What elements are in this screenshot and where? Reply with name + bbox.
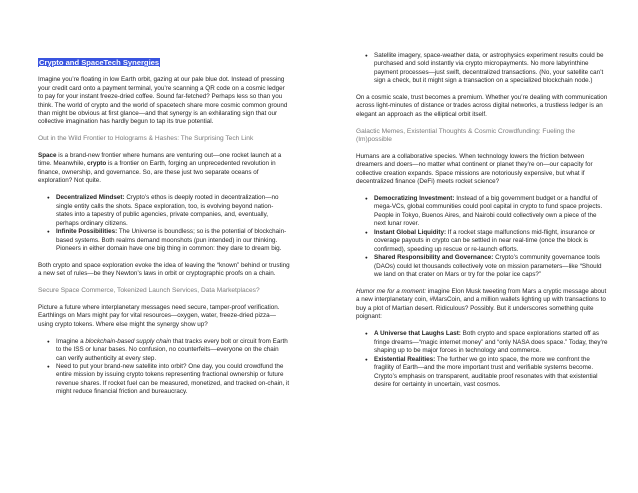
space-crypto-paragraph [38,152,290,186]
commerce-paragraph: Picture a future where interplanetary messages need secure, tamper-proof verification. Earthlings on Mars might pay for vital resources—oxygen, water, freeze-dried pizza—using crypto tokens. Where else might the synergy show up? [38,303,280,328]
humor-lead: Humor me for a moment: [356,288,426,296]
bullet-text: Need to put your brand-new satellite into orbit? One day, you could crowdfund the entire mission by issuing crypto tokens representing fractional ownership or future revenue shares. If rocket fuel can be measured, monetized, and tracked on-chain, it might reduce financial friction and bureaucracy. [56,363,290,396]
bullet-text: Instead of a big government budget or a handful of mega-VCs, global communities could pool capital in crypto to fund space projects. People in Tokyo, Buenos Aires, and Nairobi could collectively own a piece of the next lunar rover. [374,194,603,228]
bullet-label: Infinite Possibilities: [56,228,118,236]
commerce-list [38,338,290,397]
bullet-label: Instant Global Liquidity: [374,228,447,236]
list-item [356,195,608,229]
intro-paragraph: Imagine you’re floating in low Earth orbit, gazing at our pale blue dot. Instead of pressing your credit card onto a payment terminal, you’re scanning a QR code on a cosmic ledger to pay for your instant freeze-dried coffee. Sound far-fetched? Perhaps less so than you think. The world of crypto and the world of spacetech share more cosmic common ground than might be obvious at first glance—and that synergy is an exhilarating sign that our collective imagination has hardly begun to tap its true potential. [38,76,288,126]
paragraph-text: imagine Elon Musk tweeting from Mars a cryptic message about a new interplanetary coin, #MarsCoin, and a million wallets lighting up with transactions to buy a plot of Martian desert. Ridiculous? Possibly. But it underscores something quite poignant: [356,288,607,321]
list-item [356,229,608,254]
bullet-label: Shared Responsibility and Governance: [374,254,494,262]
bullet-text: Crypto’s community governance tools (DAOs) could let thousands collectively vote on mission parameters—like “Should we land on that crater on Mars or try for the polar ice caps?” [374,254,602,279]
exploration-paragraph: Both crypto and space exploration evoke the idea of leaving the “known” behind or trusting a new set of rules—be they Newton’s laws in orbit or cryptographic proofs on a chain. [38,261,290,278]
tech-link-list [38,194,290,253]
list-item [356,330,608,355]
right-column [356,52,608,398]
bullet-text: Crypto’s ethos is deeply rooted in decentralization—no single entity calls the shots. Space exploration, too, is evolving beyond nation-states into a tapestry of public agencies, private companies, and, eventually, perhaps ordinary citizens. [56,194,279,227]
space-term: Space [38,151,57,159]
bullet-label: Democratizing Investment: [374,194,455,202]
list-item [38,363,290,397]
bullet-emphasis: blockchain-based supply chain [85,337,172,345]
left-column [38,58,290,405]
bullet-label: A Universe that Laughs Last: [374,330,461,338]
universe-list [356,330,608,389]
crypto-term: crypto [87,160,107,168]
bullet-text: The Universe is boundless; so is the potential of blockchain-based systems. Both realms demand moonshots (pun intended) in our thinking. Pioneers in either domain have one big thing in common: they dare to dream big. [56,228,287,252]
list-item [356,356,608,390]
bullet-text: that tracks every bolt or circuit from Earth to the ISS or lunar bases. No confusion, no counterfeits—everyone on the chain can verify authenticity at every step. [56,337,288,362]
list-item [38,338,290,363]
paragraph-text: is a brand-new frontier where humans are venturing out—one rocket launch at a time. Meanwhile, [38,151,282,168]
paragraph-text: is a frontier on Earth, forging an unprecedented revolution in finance, ownership, and governance. So, are these just two separate oceans of exploration? Not quite. [38,160,276,185]
section-heading-tech-link: Out in the Wild Frontier to Holograms & Hashes: The Surprising Tech Link [38,135,254,143]
bullet-text: Imagine a [56,337,86,345]
humor-paragraph [356,288,608,322]
collaboration-paragraph: Humans are a collaborative species. When technology lowers the friction between dreamers and doers—no matter what continent or planet they’re on—our capacity for collective creation expands. Space missions are notoriously expensive, but what if decentralized finance (DeFi) meets rocket science? [356,152,593,186]
document-title[interactable]: Crypto and SpaceTech Synergies [39,58,160,67]
defi-list [356,195,608,280]
bullet-text: Satellite imagery, space-weather data, or astrophysics experiment results could be purchased and sold instantly via crypto micropayments. No more labyrinthine payment processes—just swift, decentralized transactions. (No, your satellite can’t sign a check, but it might sign a transaction on a specialized blockchain node.) [374,52,604,85]
section-heading-commerce: Secure Space Commerce, Tokenized Launch Services, Data Marketplaces? [38,287,260,295]
bullet-text: The further we go into space, the more we confront the fragility of Earth—and the more important trust and verifiable systems become. Crypto’s emphasis on transparent, auditable proof resonates with that existential desire for certainty in uncertain, vast cosmos. [374,355,598,389]
bullet-text: If a rocket stage malfunctions mid-flight, insurance or coverage payouts in crypto can be settled in near real-time (once the block is confirmed), speeding up rescue or re-launch efforts. [374,228,596,253]
bullet-label: Existential Realities: [374,355,436,363]
list-item [356,254,608,279]
data-marketplace-list [356,52,608,86]
bullet-label: Decentralized Mindset: [56,194,125,202]
section-heading-galactic-memes: Galactic Memes, Existential Thoughts & Cosmic Crowdfunding: Fueling the (Im)possible [356,127,576,144]
bullet-text: Both crypto and space explorations started off as fringe dreams—“magic internet money” and “only NASA does space.” Today, they’re shaping up to be major forces in technology and commerce. [374,330,608,355]
list-item [38,194,290,228]
list-item [356,52,608,86]
trust-paragraph: On a cosmic scale, trust becomes a premium. Whether you’re dealing with communication across light-minutes of distance or trades across digital networks, a trustless ledger is an elegant an approach as the elliptical orbit itself. [356,93,608,118]
list-item [38,228,290,253]
